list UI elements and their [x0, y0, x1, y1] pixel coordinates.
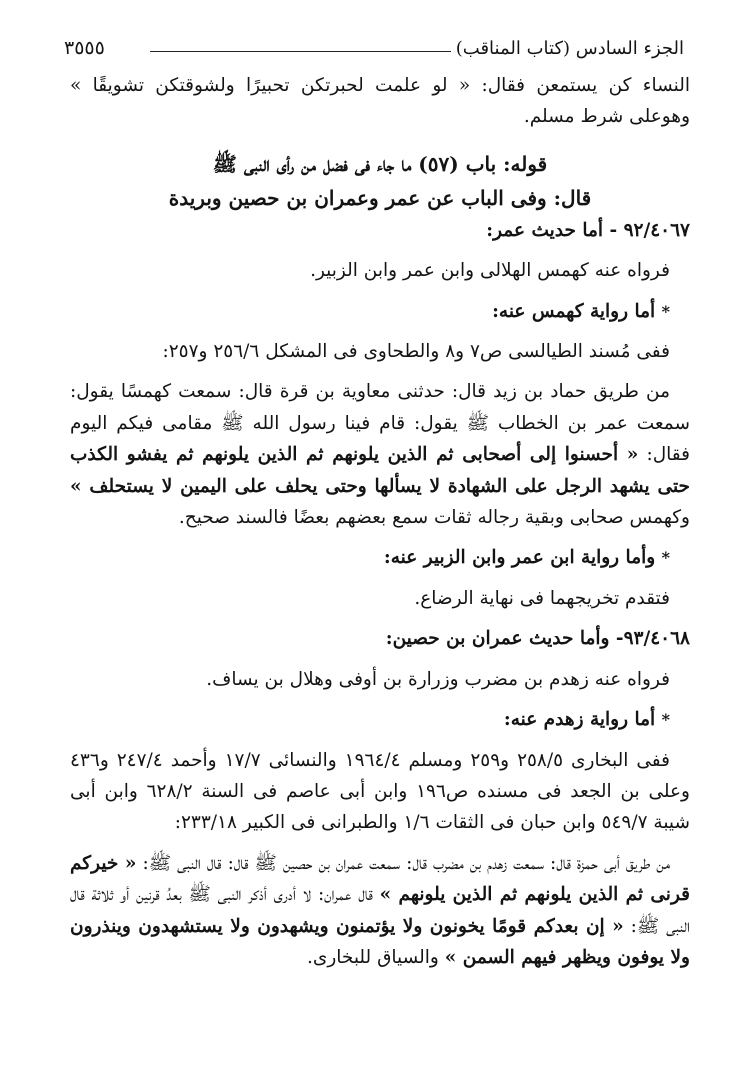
hadith-quote: « خيركم قرنى ثم الذين يلونهم ثم الذين يلونهم »	[70, 852, 690, 906]
star-marker: *	[661, 548, 670, 568]
text-run: والسياق للبخارى.	[306, 946, 445, 968]
narrators-paragraph: فرواه عنه زهدم بن مضرب وزرارة بن أوفى وهلال بن يساف.	[206, 668, 670, 690]
page-number: ٣٥٥٥	[64, 37, 105, 59]
subheading-text: أما رواية زهدم عنه:	[503, 709, 656, 731]
text-run: من طريق أبى حمزة قال: سمعت زهدم بن مضرب قال: سمعت عمران بن حصين ﷺ قال: قال النبى ﷺ:	[136, 852, 670, 874]
hadith-text-paragraph	[70, 376, 690, 533]
sources-paragraph: ففى البخارى ٢٥٨/٥ و٢٥٩ ومسلم ١٩٦٤/٤ والنسائى ١٧/٧ وأحمد ٢٤٧/٤ و٤٣٦ وعلى بن الجعد فى مسنده ص١٩٦ وابن أبى عاصم فى السنة ٦٢٨/٢ وابن أبى شيبة ٥٤٩/٧ وابن حبان فى الثقات ١/٦ والطبرانى فى الكبير ٢٣٣/١٨:	[70, 749, 690, 834]
text-run: من طريق حماد بن زيد قال: حدثنى معاوية بن قرة قال: سمعت كهمسًا يقول: سمعت عمر بن الخطاب ﷺ يقول: قام فينا رسول الله ﷺ مقامى فيكم اليوم فقال:	[70, 381, 690, 466]
running-title: الجزء السادس (كتاب المناقب)	[455, 37, 684, 59]
subheading-text: أما رواية كهمس عنه:	[492, 300, 656, 322]
subheading-kahmas	[70, 296, 690, 327]
hadith-heading-4068: ٩٣/٤٠٦٨- وأما حديث عمران بن حصين:	[385, 628, 690, 650]
page-body	[70, 70, 690, 973]
sources-paragraph: ففى مُسند الطيالسى ص٧ و٨ والطحاوى فى المشكل ٢٥٦/٦ و٢٥٧:	[162, 341, 670, 363]
chapter-subtitle: قال: وفى الباب عن عمر وعمران بن حصين وبريدة	[168, 185, 592, 210]
text-run: قال عمران: لا أدرى أذكر النبى ﷺ بعدُ قرنين أو ثلاثة قال النبى ﷺ:	[70, 884, 690, 937]
hadith-quote: « أحسنوا إلى أصحابى ثم الذين يلونهم ثم الذين يلونهم ثم يفشو الكذب حتى يشهد الرجل على الشهادة لا يسألها وحتى يحلف على اليمين لا يستحلف »	[70, 444, 690, 497]
hadith-quote: « إن بعدكم قومًا يخونون ولا يؤتمنون ويشهدون ولا يستشهدون وينذرون ولا يوفون ويظهر فيهم السمن »	[70, 915, 690, 968]
narrators-paragraph: فرواه عنه كهمس الهلالى وابن عمر وابن الزبير.	[310, 260, 670, 282]
hadith-text-paragraph	[70, 848, 690, 974]
chapter-title: قوله: باب (٥٧) ما جاء فى فضل من رأى النبى ﷺ	[212, 151, 548, 176]
text-run: وكهمس صحابى وبقية رجاله ثقات سمع بعضهم بعضًا فالسند صحيح.	[178, 507, 690, 529]
star-marker: *	[661, 301, 670, 321]
hadith-heading-4067: ٩٢/٤٠٦٧ - أما حديث عمر:	[486, 219, 690, 241]
opening-paragraph: النساء كن يستمعن فقال: « لو علمت لحبرتكن تحبيرًا ولشوقتكن تشويقًا » وهوعلى شرط مسلم.	[70, 75, 690, 128]
subheading-text: وأما رواية ابن عمر وابن الزبير عنه:	[383, 547, 656, 569]
page-header	[64, 34, 684, 62]
subheading-ibn-umar	[70, 542, 690, 573]
header-rule	[150, 51, 451, 52]
star-marker: *	[661, 710, 670, 730]
reference-paragraph: فتقدم تخريجهما فى نهاية الرضاع.	[414, 587, 670, 609]
subheading-zahdam	[70, 704, 690, 735]
